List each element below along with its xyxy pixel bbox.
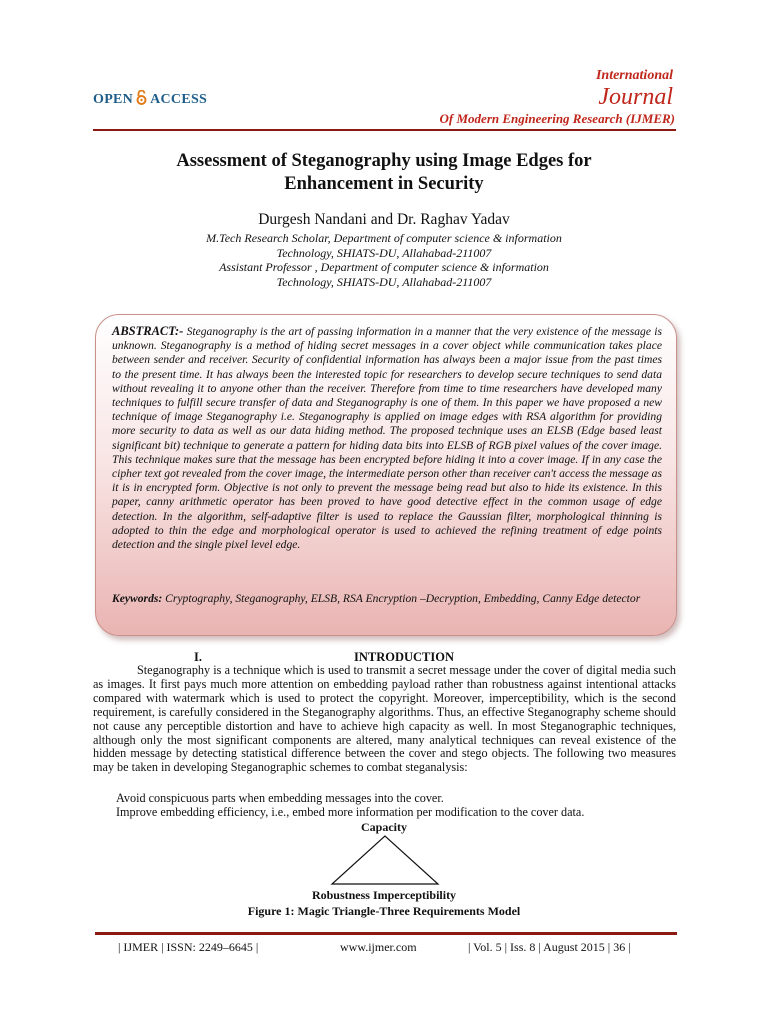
paragraph-text: Steganography is a technique which is used to transmit a secret message under the cover of digital media such as images. It first pays much more attention on embedding payload rather than robustness against intentional attacks compared with watermark which is used to protect the copyright. Moreover, imperceptibility, which is the second requirement, is carefully considered in the Steganography algorithms. Thus, an effective Steganography scheme should not cause any perceptible distortion and have to achieve high capacity as well. In most Steganographic techniques, although only the most significant components are altered, many analytical techniques can reveal existence of the hidden message by detecting statistical difference between the cover and stego objects. The following two measures may be taken in developing Steganographic schemes to combat steganalysis:	[93, 663, 676, 775]
footer-volume-info: | Vol. 5 | Iss. 8 | August 2015 | 36 |	[468, 940, 631, 954]
triangle-shape	[332, 836, 438, 884]
open-access-word-access: ACCESS	[150, 92, 208, 107]
footer-website-link[interactable]: www.ijmer.com	[340, 940, 417, 954]
journal-name-full: Of Modern Engineering Research (IJMER)	[439, 111, 675, 126]
keywords-text: Cryptography, Steganography, ELSB, RSA Encryption –Decryption, Embedding, Canny Edge detector	[165, 592, 641, 605]
section-number: I.	[194, 650, 202, 664]
journal-name-international: International	[595, 68, 673, 83]
abstract-label: ABSTRACT:-	[112, 324, 184, 338]
list-item: Avoid conspicuous parts when embedding messages into the cover.	[116, 791, 444, 805]
header-rule	[93, 129, 676, 131]
open-access-logo	[93, 90, 207, 110]
section-title: INTRODUCTION	[354, 650, 455, 664]
paper-title	[96, 150, 672, 196]
list-item: Improve embedding efficiency, i.e., embed more information per modification to the cover data.	[116, 805, 585, 819]
footer-rule	[95, 932, 677, 935]
affiliations	[96, 231, 672, 289]
keywords	[112, 592, 662, 606]
affiliation-line: Technology, SHIATS-DU, Allahabad-211007	[276, 274, 492, 289]
figure-label-robustness-imperceptibility: Robustness Imperceptibility	[311, 888, 457, 902]
title-line-1: Assessment of Steganography using Image Edges for	[176, 151, 592, 171]
affiliation-line: Technology, SHIATS-DU, Allahabad-211007	[276, 245, 492, 260]
magic-triangle-diagram	[330, 834, 440, 886]
figure-caption: Figure 1: Magic Triangle-Three Requirements Model	[247, 904, 521, 918]
open-lock-icon	[136, 90, 147, 110]
authors: Durgesh Nandani and Dr. Raghav Yadav	[258, 211, 510, 228]
open-access-word-open: OPEN	[93, 92, 134, 107]
affiliation-line: Assistant Professor , Department of computer science & information	[219, 260, 549, 274]
affiliation-line: M.Tech Research Scholar, Department of computer science & information	[206, 231, 562, 245]
journal-name-journal: Journal	[598, 84, 673, 110]
introduction-paragraph	[93, 664, 676, 775]
figure-label-capacity: Capacity	[361, 820, 407, 834]
abstract-text	[112, 324, 662, 552]
abstract-body: Steganography is the art of passing information in a manner that the very existence of the message is unknown. Steganography is a method of hiding secret messages in a cover object while communication takes place between sender and receiver. Security of confidential information has always been a major issue from the past times to the present time. It has always been the interested topic for researchers to develop secure techniques to send data without revealing it to anyone other than the receiver. Therefore from time to time researchers have developed many techniques to fulfill secure transfer of data and Steganography is one of them. In this paper we have proposed a new technique of image Steganography i.e. Steganography is applied on image edges with RSA algorithm for providing more security to data as well as our data hiding method. The proposed technique uses an ELSB (Edge based least significant bit) technique to generate a pattern for hiding data bits into ELSB of RGB pixel values of the cover image. This technique makes sure that the message has been encrypted before hiding it into a cover image. If in any case the cipher text got revealed from the cover image, the intermediate person other than receiver can't access the message as it is in encrypted form. Objective is not only to prevent the message being read but also to hide its existence. In this paper, canny arithmetic operator has been proved to have good detective effect in the common usage of edge detection. In the algorithm, self-adaptive filter is used to replace the Gaussian filter, morphological thinning is adopted to thin the edge and morphological operator is used to achieved the refining treatment of edge points detection and the single pixel level edge.	[112, 325, 662, 552]
keywords-label: Keywords:	[112, 592, 163, 605]
title-line-2: Enhancement in Security	[284, 174, 484, 194]
footer-issn: | IJMER | ISSN: 2249–6645 |	[118, 940, 259, 954]
